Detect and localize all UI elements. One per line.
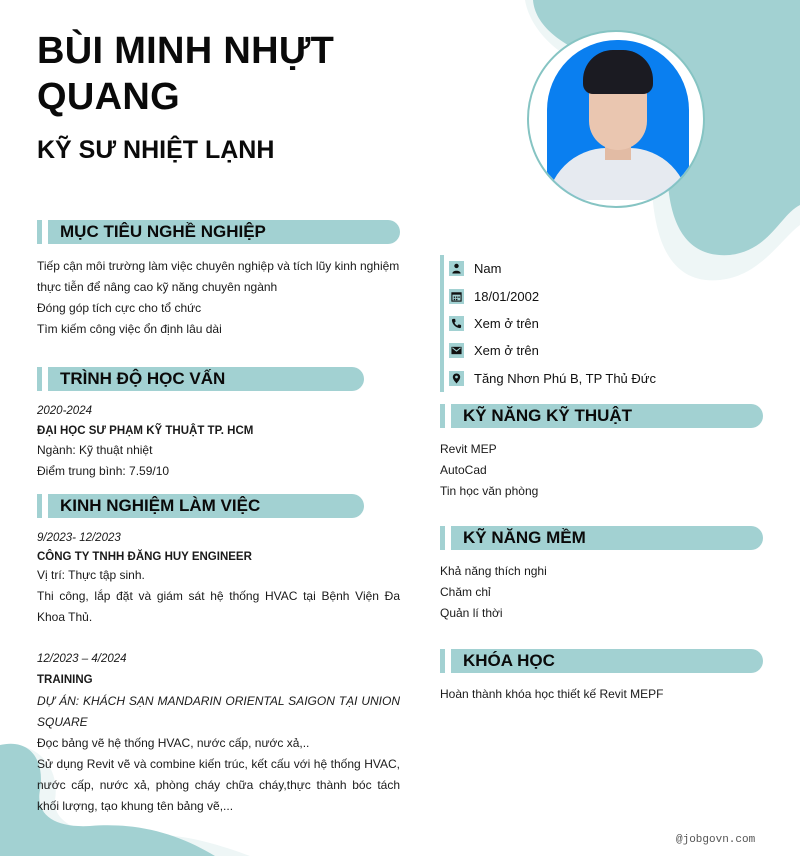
job-title: KỸ SƯ NHIỆT LẠNH xyxy=(37,136,275,164)
heading-accent-bar xyxy=(37,220,42,244)
watermark: @jobgovn.com xyxy=(676,834,756,846)
name-line-2: QUANG xyxy=(37,76,180,118)
info-value: Tăng Nhơn Phú B, TP Thủ Đức xyxy=(474,370,656,386)
experience-period: 9/2023- 12/2023 xyxy=(37,532,121,544)
courses-section xyxy=(440,649,763,673)
soft-skills-heading xyxy=(440,526,763,550)
skill-item: Chăm chỉ xyxy=(440,585,491,599)
experience-project: DỰ ÁN: KHÁCH SẠN MANDARIN ORIENTAL SAIGON TẠI UNION SQUARE xyxy=(37,694,400,729)
technical-skills-list xyxy=(440,439,538,502)
objective-line: Tìm kiếm công việc ổn định lâu dài xyxy=(37,322,222,336)
soft-skills-list xyxy=(440,561,547,624)
location-icon xyxy=(449,371,464,386)
profile-photo xyxy=(547,40,689,200)
objective-line: Đóng góp tích cực cho tổ chức xyxy=(37,301,202,315)
objective-heading xyxy=(37,220,400,244)
photo-hair xyxy=(583,50,653,94)
experience-company: TRAINING xyxy=(37,674,93,686)
objective-section xyxy=(37,220,400,244)
experience-position: Vị trí: Thực tập sinh. xyxy=(37,568,145,582)
experience-section xyxy=(37,494,364,518)
info-birthdate xyxy=(449,282,656,309)
info-value: Nam xyxy=(474,261,502,277)
info-address xyxy=(449,365,656,392)
education-period: 2020-2024 xyxy=(37,405,92,417)
courses-list xyxy=(440,684,663,705)
heading-accent-bar xyxy=(440,649,445,673)
soft-skills-section xyxy=(440,526,763,550)
experience-heading xyxy=(37,494,364,518)
heading-accent-bar xyxy=(440,526,445,550)
technical-skills-heading xyxy=(440,404,763,428)
education-school: ĐẠI HỌC SƯ PHẠM KỸ THUẬT TP. HCM xyxy=(37,425,254,437)
heading-accent-bar xyxy=(37,494,42,518)
name-line-1: BÙI MINH NHỰT xyxy=(37,30,335,72)
person-icon xyxy=(449,261,464,276)
personal-info-list xyxy=(440,255,656,392)
experience-company: CÔNG TY TNHH ĐĂNG HUY ENGINEER xyxy=(37,551,252,563)
phone-icon xyxy=(449,316,464,331)
skill-item: Khả năng thích nghi xyxy=(440,564,547,578)
info-value: 18/01/2002 xyxy=(474,288,540,304)
heading-accent-bar xyxy=(440,404,445,428)
objective-line: thực tiễn để nâng cao kỹ năng chuyên ngành xyxy=(37,280,278,294)
course-item: Hoàn thành khóa học thiết kế Revit MEPF xyxy=(440,687,664,701)
education-heading xyxy=(37,367,364,391)
experience-description: Sử dụng Revit vẽ và combine kiến trúc, kết cấu với hệ thống HVAC, nước cấp, nước xả, phòng cháy chữa cháy,thực thành bóc tách khối lượng, tạo khung tên bảng vẽ,... xyxy=(37,757,400,813)
calendar-icon xyxy=(449,289,464,304)
info-value: Xem ở trên xyxy=(474,315,539,331)
courses-heading xyxy=(440,649,763,673)
candidate-name xyxy=(37,28,334,120)
education-content xyxy=(37,401,400,482)
skill-item: AutoCad xyxy=(440,463,487,477)
experience-period: 12/2023 – 4/2024 xyxy=(37,653,127,665)
education-major: Ngành: Kỹ thuật nhiệt xyxy=(37,443,153,457)
info-value: Xem ở trên xyxy=(474,343,539,359)
skill-item: Revit MEP xyxy=(440,442,497,456)
heading-label: MỤC TIÊU NGHỀ NGHIỆP xyxy=(48,220,400,244)
heading-label: KINH NGHIỆM LÀM VIỆC xyxy=(48,494,364,518)
education-section xyxy=(37,367,364,391)
objective-content xyxy=(37,256,417,340)
email-icon xyxy=(449,343,464,358)
info-gender xyxy=(449,255,656,282)
heading-label: TRÌNH ĐỘ HỌC VẤN xyxy=(48,367,364,391)
experience-item-2 xyxy=(37,649,400,817)
objective-line: Tiếp cận môi trường làm việc chuyên nghiệp và tích lũy kinh nghiệm xyxy=(37,259,400,273)
profile-photo-frame xyxy=(527,30,705,208)
skill-item: Tin học văn phòng xyxy=(440,484,539,498)
experience-item-1 xyxy=(37,528,400,628)
info-phone xyxy=(449,310,656,337)
info-email xyxy=(449,337,656,364)
technical-skills-section xyxy=(440,404,763,428)
heading-accent-bar xyxy=(37,367,42,391)
skill-item: Quản lí thời xyxy=(440,606,503,620)
experience-description: Thi công, lắp đặt và giám sát hệ thống HVAC tại Bệnh Viện Đa Khoa Thủ. xyxy=(37,589,400,624)
heading-label: KỸ NĂNG KỸ THUẬT xyxy=(451,404,763,428)
heading-label: KỸ NĂNG MỀM xyxy=(451,526,763,550)
heading-label: KHÓA HỌC xyxy=(451,649,763,673)
education-gpa: Điểm trung bình: 7.59/10 xyxy=(37,464,170,478)
experience-description: Đọc bảng vẽ hệ thống HVAC, nước cấp, nước xả,.. xyxy=(37,736,310,750)
